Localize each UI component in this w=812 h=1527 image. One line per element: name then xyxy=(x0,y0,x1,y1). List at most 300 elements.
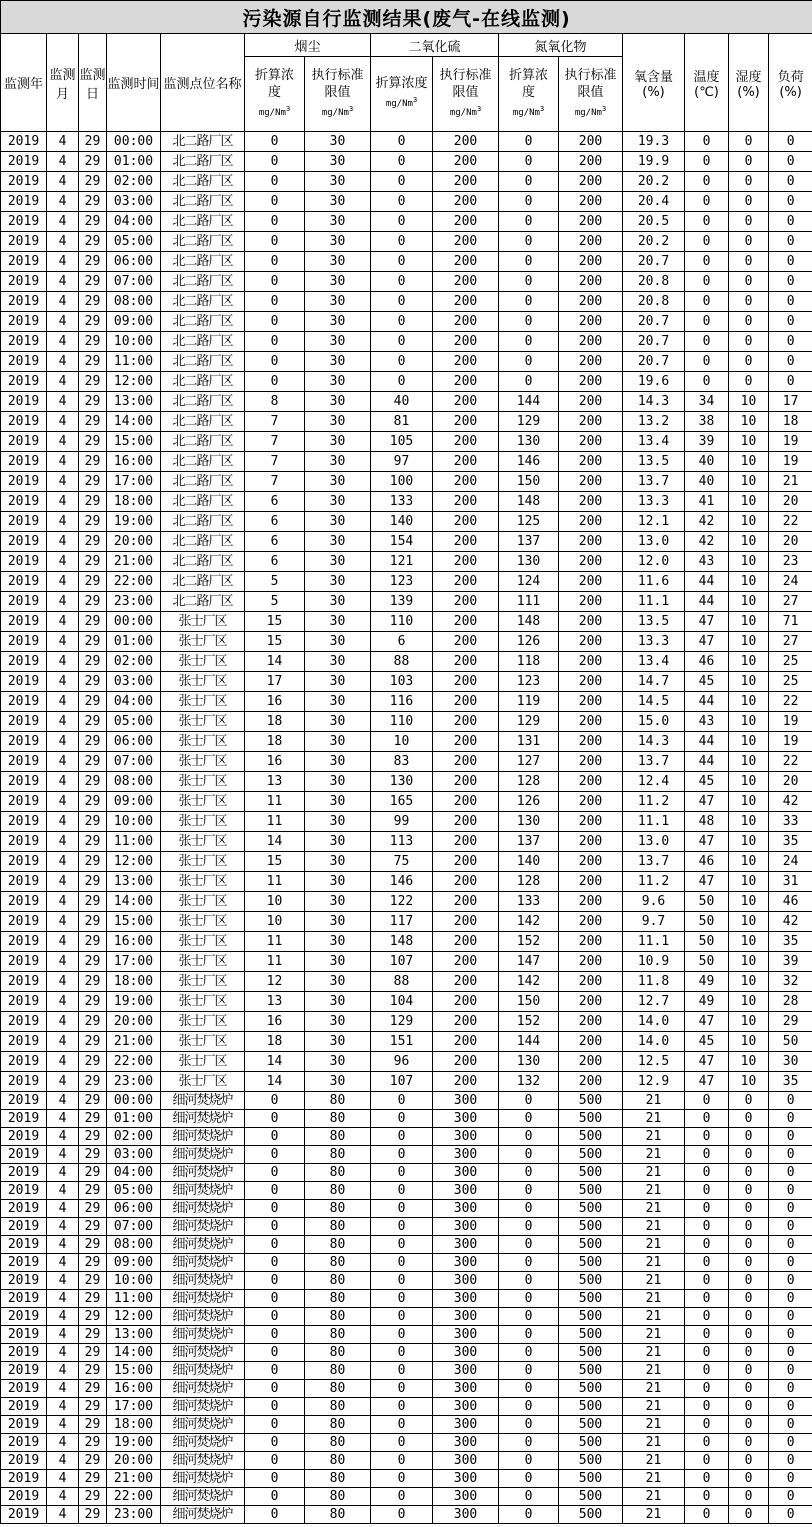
header-nox: 氮氧化物 xyxy=(499,34,623,57)
cell-load: 42 xyxy=(769,912,812,932)
cell-time: 07:00 xyxy=(107,1218,161,1236)
cell-load: 0 xyxy=(769,1326,812,1344)
cell-humidity: 10 xyxy=(729,932,769,952)
cell-site: 北二路厂区 xyxy=(161,532,245,552)
cell-nox-limit: 200 xyxy=(559,132,623,152)
cell-humidity: 10 xyxy=(729,912,769,932)
cell-so2-limit: 200 xyxy=(433,692,499,712)
cell-load: 0 xyxy=(769,152,812,172)
table-row xyxy=(1,912,812,932)
cell-so2-conc: 0 xyxy=(371,1236,433,1254)
cell-dust-conc: 0 xyxy=(245,372,305,392)
cell-dust-limit: 80 xyxy=(305,1200,371,1218)
cell-humidity: 10 xyxy=(729,612,769,632)
cell-year: 2019 xyxy=(1,972,47,992)
cell-day: 29 xyxy=(79,1236,107,1254)
cell-site: 张士厂区 xyxy=(161,852,245,872)
cell-humidity: 0 xyxy=(729,212,769,232)
cell-nox-limit: 200 xyxy=(559,812,623,832)
cell-day: 29 xyxy=(79,392,107,412)
cell-year: 2019 xyxy=(1,932,47,952)
cell-dust-limit: 30 xyxy=(305,372,371,392)
cell-month: 4 xyxy=(47,312,79,332)
cell-so2-limit: 200 xyxy=(433,452,499,472)
cell-dust-limit: 30 xyxy=(305,532,371,552)
cell-year: 2019 xyxy=(1,1236,47,1254)
cell-month: 4 xyxy=(47,1434,79,1452)
cell-nox-limit: 200 xyxy=(559,892,623,912)
cell-so2-limit: 200 xyxy=(433,312,499,332)
cell-month: 4 xyxy=(47,1110,79,1128)
table-row xyxy=(1,352,812,372)
cell-time: 08:00 xyxy=(107,1236,161,1254)
cell-dust-conc: 6 xyxy=(245,492,305,512)
table-row xyxy=(1,1416,812,1434)
cell-month: 4 xyxy=(47,832,79,852)
cell-dust-conc: 0 xyxy=(245,1398,305,1416)
cell-load: 0 xyxy=(769,292,812,312)
cell-year: 2019 xyxy=(1,1052,47,1072)
cell-time: 17:00 xyxy=(107,952,161,972)
cell-site: 张士厂区 xyxy=(161,772,245,792)
cell-year: 2019 xyxy=(1,612,47,632)
cell-day: 29 xyxy=(79,1254,107,1272)
cell-so2-limit: 300 xyxy=(433,1344,499,1362)
cell-day: 29 xyxy=(79,1092,107,1110)
cell-dust-conc: 17 xyxy=(245,672,305,692)
cell-dust-limit: 80 xyxy=(305,1290,371,1308)
cell-so2-limit: 200 xyxy=(433,852,499,872)
cell-day: 29 xyxy=(79,1506,107,1524)
cell-dust-conc: 0 xyxy=(245,212,305,232)
cell-humidity: 0 xyxy=(729,192,769,212)
cell-site: 张士厂区 xyxy=(161,792,245,812)
cell-site: 细河焚烧炉 xyxy=(161,1254,245,1272)
header-time: 监测时间 xyxy=(107,34,161,132)
cell-so2-limit: 300 xyxy=(433,1128,499,1146)
cell-month: 4 xyxy=(47,592,79,612)
cell-time: 06:00 xyxy=(107,252,161,272)
table-row xyxy=(1,1326,812,1344)
cell-nox-limit: 500 xyxy=(559,1416,623,1434)
cell-oxygen: 21 xyxy=(623,1128,685,1146)
cell-dust-conc: 0 xyxy=(245,1380,305,1398)
cell-nox-limit: 500 xyxy=(559,1164,623,1182)
cell-day: 29 xyxy=(79,1032,107,1052)
cell-so2-limit: 300 xyxy=(433,1290,499,1308)
cell-nox-limit: 500 xyxy=(559,1272,623,1290)
cell-site: 细河焚烧炉 xyxy=(161,1092,245,1110)
cell-year: 2019 xyxy=(1,172,47,192)
cell-temp: 45 xyxy=(685,1032,729,1052)
cell-year: 2019 xyxy=(1,272,47,292)
cell-so2-limit: 200 xyxy=(433,652,499,672)
cell-temp: 50 xyxy=(685,952,729,972)
cell-temp: 0 xyxy=(685,1488,729,1506)
cell-site: 北二路厂区 xyxy=(161,572,245,592)
cell-nox-conc: 144 xyxy=(499,1032,559,1052)
table-row xyxy=(1,172,812,192)
cell-dust-conc: 10 xyxy=(245,912,305,932)
cell-site: 北二路厂区 xyxy=(161,592,245,612)
cell-temp: 0 xyxy=(685,372,729,392)
cell-nox-limit: 200 xyxy=(559,612,623,632)
cell-day: 29 xyxy=(79,792,107,812)
cell-dust-conc: 11 xyxy=(245,872,305,892)
cell-time: 18:00 xyxy=(107,492,161,512)
cell-humidity: 0 xyxy=(729,252,769,272)
table-row xyxy=(1,872,812,892)
cell-month: 4 xyxy=(47,1290,79,1308)
table-row xyxy=(1,992,812,1012)
cell-so2-conc: 0 xyxy=(371,1272,433,1290)
cell-humidity: 0 xyxy=(729,1452,769,1470)
cell-humidity: 0 xyxy=(729,1398,769,1416)
cell-so2-limit: 200 xyxy=(433,892,499,912)
cell-day: 29 xyxy=(79,692,107,712)
cell-time: 23:00 xyxy=(107,592,161,612)
cell-so2-conc: 96 xyxy=(371,1052,433,1072)
cell-time: 19:00 xyxy=(107,992,161,1012)
cell-oxygen: 11.2 xyxy=(623,872,685,892)
cell-day: 29 xyxy=(79,1434,107,1452)
cell-load: 0 xyxy=(769,312,812,332)
cell-oxygen: 14.5 xyxy=(623,692,685,712)
cell-so2-limit: 300 xyxy=(433,1110,499,1128)
cell-so2-conc: 0 xyxy=(371,1254,433,1272)
cell-day: 29 xyxy=(79,652,107,672)
cell-humidity: 0 xyxy=(729,1146,769,1164)
cell-oxygen: 14.0 xyxy=(623,1032,685,1052)
table-row xyxy=(1,652,812,672)
cell-oxygen: 20.5 xyxy=(623,212,685,232)
cell-year: 2019 xyxy=(1,192,47,212)
cell-so2-conc: 151 xyxy=(371,1032,433,1052)
cell-oxygen: 13.5 xyxy=(623,452,685,472)
table-row xyxy=(1,952,812,972)
cell-nox-limit: 200 xyxy=(559,172,623,192)
cell-oxygen: 14.3 xyxy=(623,732,685,752)
cell-month: 4 xyxy=(47,1236,79,1254)
cell-so2-conc: 133 xyxy=(371,492,433,512)
cell-nox-limit: 500 xyxy=(559,1128,623,1146)
cell-year: 2019 xyxy=(1,1398,47,1416)
cell-humidity: 0 xyxy=(729,1362,769,1380)
cell-oxygen: 11.1 xyxy=(623,592,685,612)
cell-so2-limit: 300 xyxy=(433,1326,499,1344)
cell-so2-conc: 0 xyxy=(371,1398,433,1416)
cell-site: 张士厂区 xyxy=(161,1072,245,1092)
cell-month: 4 xyxy=(47,1326,79,1344)
cell-day: 29 xyxy=(79,1344,107,1362)
cell-nox-limit: 200 xyxy=(559,832,623,852)
cell-temp: 0 xyxy=(685,1092,729,1110)
cell-day: 29 xyxy=(79,1362,107,1380)
cell-load: 0 xyxy=(769,1380,812,1398)
cell-load: 0 xyxy=(769,132,812,152)
cell-day: 29 xyxy=(79,1272,107,1290)
cell-year: 2019 xyxy=(1,352,47,372)
cell-year: 2019 xyxy=(1,392,47,412)
cell-load: 0 xyxy=(769,192,812,212)
subheader-dust-limit xyxy=(305,57,371,132)
cell-site: 北二路厂区 xyxy=(161,412,245,432)
cell-dust-conc: 0 xyxy=(245,1164,305,1182)
cell-site: 张士厂区 xyxy=(161,972,245,992)
cell-dust-conc: 0 xyxy=(245,1290,305,1308)
subheader-nox-limit xyxy=(559,57,623,132)
cell-time: 13:00 xyxy=(107,392,161,412)
cell-year: 2019 xyxy=(1,712,47,732)
cell-dust-conc: 13 xyxy=(245,992,305,1012)
cell-nox-conc: 0 xyxy=(499,192,559,212)
cell-day: 29 xyxy=(79,1290,107,1308)
cell-nox-limit: 200 xyxy=(559,1072,623,1092)
cell-nox-limit: 200 xyxy=(559,752,623,772)
cell-month: 4 xyxy=(47,572,79,592)
cell-site: 细河焚烧炉 xyxy=(161,1110,245,1128)
cell-dust-limit: 80 xyxy=(305,1362,371,1380)
cell-day: 29 xyxy=(79,992,107,1012)
cell-site: 张士厂区 xyxy=(161,732,245,752)
table-row xyxy=(1,1146,812,1164)
cell-so2-conc: 0 xyxy=(371,1182,433,1200)
cell-nox-conc: 0 xyxy=(499,1506,559,1524)
cell-day: 29 xyxy=(79,632,107,652)
unit-exponent: 3 xyxy=(348,104,354,113)
cell-month: 4 xyxy=(47,272,79,292)
cell-year: 2019 xyxy=(1,472,47,492)
table-row xyxy=(1,512,812,532)
cell-nox-limit: 200 xyxy=(559,952,623,972)
cell-day: 29 xyxy=(79,832,107,852)
subheader-so2-conc xyxy=(371,57,433,132)
cell-so2-conc: 99 xyxy=(371,812,433,832)
cell-oxygen: 11.8 xyxy=(623,972,685,992)
table-row xyxy=(1,572,812,592)
cell-year: 2019 xyxy=(1,652,47,672)
cell-so2-conc: 0 xyxy=(371,1326,433,1344)
cell-year: 2019 xyxy=(1,512,47,532)
cell-day: 29 xyxy=(79,132,107,152)
cell-load: 0 xyxy=(769,1272,812,1290)
cell-time: 02:00 xyxy=(107,1128,161,1146)
cell-temp: 44 xyxy=(685,752,729,772)
cell-day: 29 xyxy=(79,332,107,352)
cell-year: 2019 xyxy=(1,892,47,912)
cell-year: 2019 xyxy=(1,492,47,512)
cell-humidity: 10 xyxy=(729,992,769,1012)
cell-dust-limit: 30 xyxy=(305,932,371,952)
cell-humidity: 10 xyxy=(729,412,769,432)
cell-humidity: 10 xyxy=(729,532,769,552)
cell-so2-conc: 0 xyxy=(371,1290,433,1308)
cell-dust-limit: 80 xyxy=(305,1434,371,1452)
cell-month: 4 xyxy=(47,452,79,472)
cell-month: 4 xyxy=(47,772,79,792)
cell-so2-conc: 81 xyxy=(371,412,433,432)
cell-year: 2019 xyxy=(1,1218,47,1236)
cell-oxygen: 14.3 xyxy=(623,392,685,412)
cell-day: 29 xyxy=(79,312,107,332)
cell-nox-limit: 500 xyxy=(559,1506,623,1524)
cell-day: 29 xyxy=(79,752,107,772)
cell-day: 29 xyxy=(79,272,107,292)
cell-year: 2019 xyxy=(1,1416,47,1434)
cell-temp: 0 xyxy=(685,312,729,332)
cell-humidity: 10 xyxy=(729,632,769,652)
unit-exponent: 3 xyxy=(285,104,291,113)
cell-dust-limit: 30 xyxy=(305,792,371,812)
table-row xyxy=(1,412,812,432)
cell-nox-limit: 200 xyxy=(559,252,623,272)
cell-nox-conc: 133 xyxy=(499,892,559,912)
cell-so2-limit: 300 xyxy=(433,1182,499,1200)
cell-month: 4 xyxy=(47,212,79,232)
cell-so2-conc: 0 xyxy=(371,372,433,392)
cell-temp: 50 xyxy=(685,932,729,952)
cell-dust-limit: 30 xyxy=(305,1072,371,1092)
cell-temp: 0 xyxy=(685,1506,729,1524)
cell-year: 2019 xyxy=(1,1506,47,1524)
table-row xyxy=(1,732,812,752)
cell-so2-limit: 300 xyxy=(433,1506,499,1524)
cell-nox-conc: 148 xyxy=(499,492,559,512)
cell-dust-conc: 0 xyxy=(245,1452,305,1470)
cell-humidity: 10 xyxy=(729,492,769,512)
cell-year: 2019 xyxy=(1,1032,47,1052)
cell-load: 20 xyxy=(769,492,812,512)
cell-humidity: 0 xyxy=(729,272,769,292)
cell-time: 16:00 xyxy=(107,1380,161,1398)
cell-so2-limit: 200 xyxy=(433,172,499,192)
cell-humidity: 10 xyxy=(729,832,769,852)
cell-humidity: 0 xyxy=(729,1092,769,1110)
cell-time: 19:00 xyxy=(107,512,161,532)
cell-time: 00:00 xyxy=(107,1092,161,1110)
cell-year: 2019 xyxy=(1,1452,47,1470)
cell-humidity: 0 xyxy=(729,352,769,372)
cell-humidity: 0 xyxy=(729,1344,769,1362)
cell-site: 北二路厂区 xyxy=(161,332,245,352)
cell-dust-conc: 0 xyxy=(245,1110,305,1128)
table-row xyxy=(1,772,812,792)
cell-day: 29 xyxy=(79,712,107,732)
cell-oxygen: 11.6 xyxy=(623,572,685,592)
cell-so2-limit: 200 xyxy=(433,252,499,272)
cell-day: 29 xyxy=(79,412,107,432)
table-row xyxy=(1,1092,812,1110)
cell-nox-limit: 200 xyxy=(559,632,623,652)
cell-humidity: 0 xyxy=(729,1200,769,1218)
cell-nox-conc: 0 xyxy=(499,1092,559,1110)
cell-so2-limit: 300 xyxy=(433,1236,499,1254)
cell-dust-conc: 0 xyxy=(245,1470,305,1488)
cell-day: 29 xyxy=(79,432,107,452)
cell-so2-conc: 88 xyxy=(371,972,433,992)
cell-dust-limit: 30 xyxy=(305,352,371,372)
cell-nox-conc: 0 xyxy=(499,1182,559,1200)
cell-month: 4 xyxy=(47,512,79,532)
cell-humidity: 10 xyxy=(729,792,769,812)
cell-so2-limit: 200 xyxy=(433,1032,499,1052)
table-row xyxy=(1,132,812,152)
cell-so2-conc: 0 xyxy=(371,1452,433,1470)
cell-so2-conc: 10 xyxy=(371,732,433,752)
cell-nox-conc: 125 xyxy=(499,512,559,532)
cell-day: 29 xyxy=(79,772,107,792)
cell-so2-limit: 200 xyxy=(433,472,499,492)
cell-humidity: 10 xyxy=(729,432,769,452)
table-row xyxy=(1,752,812,772)
cell-site: 北二路厂区 xyxy=(161,152,245,172)
cell-month: 4 xyxy=(47,612,79,632)
cell-dust-limit: 80 xyxy=(305,1146,371,1164)
cell-nox-limit: 500 xyxy=(559,1380,623,1398)
table-row xyxy=(1,152,812,172)
page-title: 污染源自行监测结果(废气-在线监测) xyxy=(1,1,812,34)
cell-load: 23 xyxy=(769,552,812,572)
cell-time: 04:00 xyxy=(107,212,161,232)
cell-load: 31 xyxy=(769,872,812,892)
cell-so2-conc: 0 xyxy=(371,1092,433,1110)
cell-temp: 40 xyxy=(685,452,729,472)
cell-year: 2019 xyxy=(1,872,47,892)
cell-day: 29 xyxy=(79,192,107,212)
cell-temp: 44 xyxy=(685,692,729,712)
cell-humidity: 10 xyxy=(729,472,769,492)
cell-dust-conc: 0 xyxy=(245,232,305,252)
cell-so2-limit: 200 xyxy=(433,132,499,152)
cell-nox-conc: 0 xyxy=(499,1146,559,1164)
cell-dust-conc: 15 xyxy=(245,632,305,652)
cell-time: 03:00 xyxy=(107,1146,161,1164)
cell-so2-limit: 300 xyxy=(433,1146,499,1164)
cell-dust-limit: 30 xyxy=(305,772,371,792)
cell-time: 03:00 xyxy=(107,192,161,212)
table-row xyxy=(1,552,812,572)
cell-time: 04:00 xyxy=(107,1164,161,1182)
cell-so2-conc: 0 xyxy=(371,232,433,252)
cell-temp: 0 xyxy=(685,272,729,292)
cell-temp: 0 xyxy=(685,1326,729,1344)
cell-time: 01:00 xyxy=(107,632,161,652)
cell-so2-conc: 0 xyxy=(371,1362,433,1380)
cell-month: 4 xyxy=(47,1146,79,1164)
cell-site: 北二路厂区 xyxy=(161,212,245,232)
cell-nox-limit: 200 xyxy=(559,272,623,292)
header-oxygen: 氧含量(%) xyxy=(623,34,685,132)
cell-time: 15:00 xyxy=(107,912,161,932)
cell-so2-conc: 117 xyxy=(371,912,433,932)
cell-time: 14:00 xyxy=(107,892,161,912)
table-row xyxy=(1,1452,812,1470)
cell-time: 21:00 xyxy=(107,1032,161,1052)
cell-temp: 0 xyxy=(685,352,729,372)
cell-time: 00:00 xyxy=(107,612,161,632)
cell-so2-conc: 0 xyxy=(371,212,433,232)
cell-so2-limit: 200 xyxy=(433,712,499,732)
cell-oxygen: 13.2 xyxy=(623,412,685,432)
cell-year: 2019 xyxy=(1,312,47,332)
cell-year: 2019 xyxy=(1,1344,47,1362)
cell-site: 细河焚烧炉 xyxy=(161,1344,245,1362)
cell-year: 2019 xyxy=(1,1470,47,1488)
table-row xyxy=(1,1164,812,1182)
cell-load: 0 xyxy=(769,1200,812,1218)
table-row xyxy=(1,932,812,952)
cell-so2-conc: 0 xyxy=(371,1218,433,1236)
